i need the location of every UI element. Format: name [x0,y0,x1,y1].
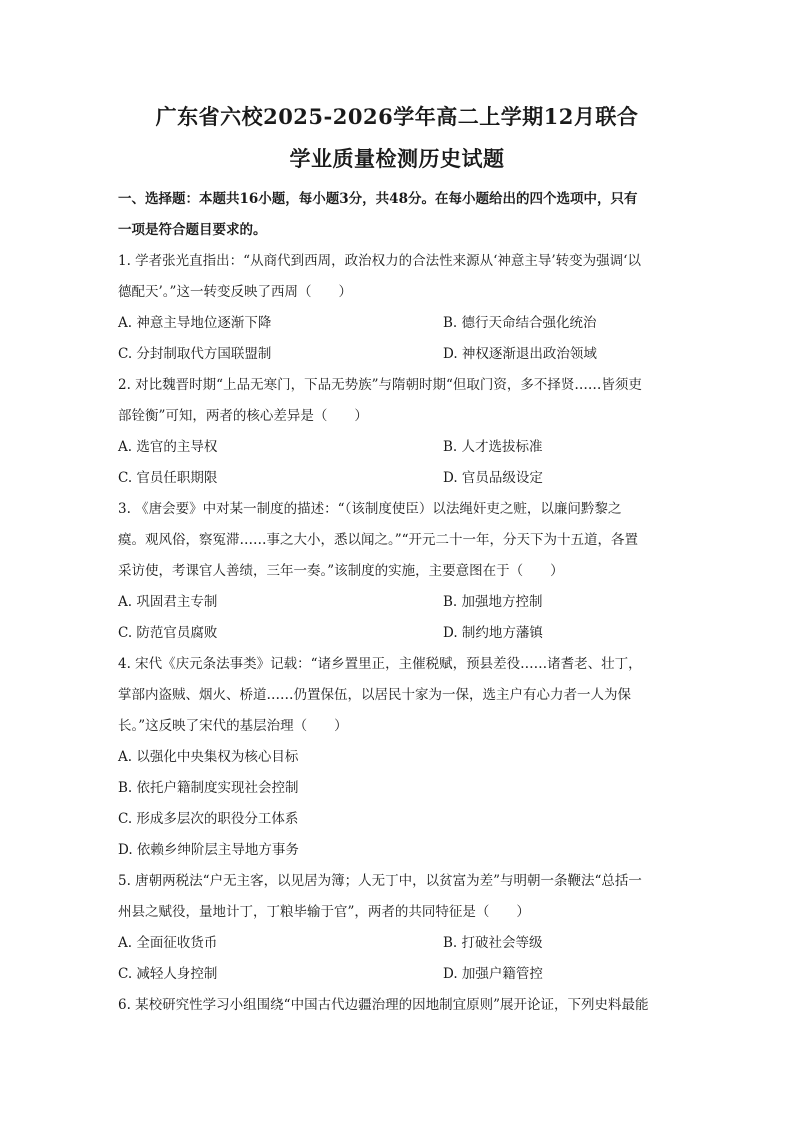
option-c[interactable]: C. 官员任职期限 [118,470,218,486]
question-1-options [118,308,676,370]
option-d[interactable]: D. 官员品级设定 [443,470,543,486]
question-5-options [118,928,676,990]
question-1: 1. 学者张光直指出：“从商代到西周，政治权力的合法性来源从‘神意主导’转变为强调‘以 德配天’。”这一转变反映了西周（ ） [118,253,641,300]
option-a[interactable]: A. 巩固君主专制 [118,594,218,610]
question-2: 2. 对比魏晋时期“上品无寒门，下品无势族”与隋朝时期“但取门资，多不择贤……皆须吏 部铨衡”可知，两者的核心差异是（ ） [118,377,642,424]
option-d[interactable]: D. 依赖乡绅阶层主导地方事务 [118,842,299,858]
question-4: 4. 宋代《庆元条法事类》记载：“诸乡置里正，主催税赋，预县差役……诸耆老、壮丁， 掌部内盗贼、烟火、桥道……仍置保伍，以居民十家为一保，选主户有心力者一人为保 长。”这反映了宋代的基层治理（ ） [118,656,642,734]
question-6: 6. 某校研究性学习小组围绕“中国古代边疆治理的因地制宜原则”展开论证，下列史料最能 [118,997,649,1013]
question-3-options [118,587,676,649]
section-heading: 一、选择题：本题共16小题，每小题3分，共48分。在每小题给出的四个选项中，只有 一项是符合题目要求的。 [118,191,638,238]
option-d[interactable]: D. 神权逐渐退出政治领域 [443,346,597,362]
option-d[interactable]: D. 制约地方藩镇 [443,625,543,641]
option-a[interactable]: A. 选官的主导权 [118,439,218,455]
option-a[interactable]: A. 以强化中央集权为核心目标 [118,749,299,765]
option-c[interactable]: C. 形成多层次的职役分工体系 [118,811,299,827]
option-d[interactable]: D. 加强户籍管控 [443,966,543,982]
page-title [118,96,676,180]
option-c[interactable]: C. 防范官员腐败 [118,625,218,641]
option-b[interactable]: B. 德行天命结合强化统治 [443,315,597,331]
option-c[interactable]: C. 分封制取代方国联盟制 [118,346,272,362]
question-4-options [118,742,676,866]
option-b[interactable]: B. 人才选拔标准 [443,439,543,455]
question-2-options [118,432,676,494]
title-line-2: 学业质量检测历史试题 [289,146,505,171]
option-a[interactable]: A. 全面征收货币 [118,935,218,951]
option-c[interactable]: C. 减轻人身控制 [118,966,218,982]
option-a[interactable]: A. 神意主导地位逐渐下降 [118,315,272,331]
option-b[interactable]: B. 打破社会等级 [443,935,543,951]
option-b[interactable]: B. 依托户籍制度实现社会控制 [118,780,299,796]
option-b[interactable]: B. 加强地方控制 [443,594,543,610]
title-line-1: 广东省六校2025-2026学年高二上学期12月联合 [155,104,639,129]
question-3: 3. 《唐会要》中对某一制度的描述：“（该制度使臣）以法绳奸吏之赃，以廉问黔黎之 瘼。观风俗，察冤滞……事之大小，悉以闻之。”“开元二十一年，分天下为十五道，各置 采访使，考课官人善绩，三年一奏。”该制度的实施，主要意图在于（ ） [118,501,639,579]
question-5: 5. 唐朝两税法“户无主客，以见居为簿；人无丁中，以贫富为差”与明朝一条鞭法“总括一 州县之赋役，量地计丁，丁粮毕输于官”，两者的共同特征是（ ） [118,873,642,920]
